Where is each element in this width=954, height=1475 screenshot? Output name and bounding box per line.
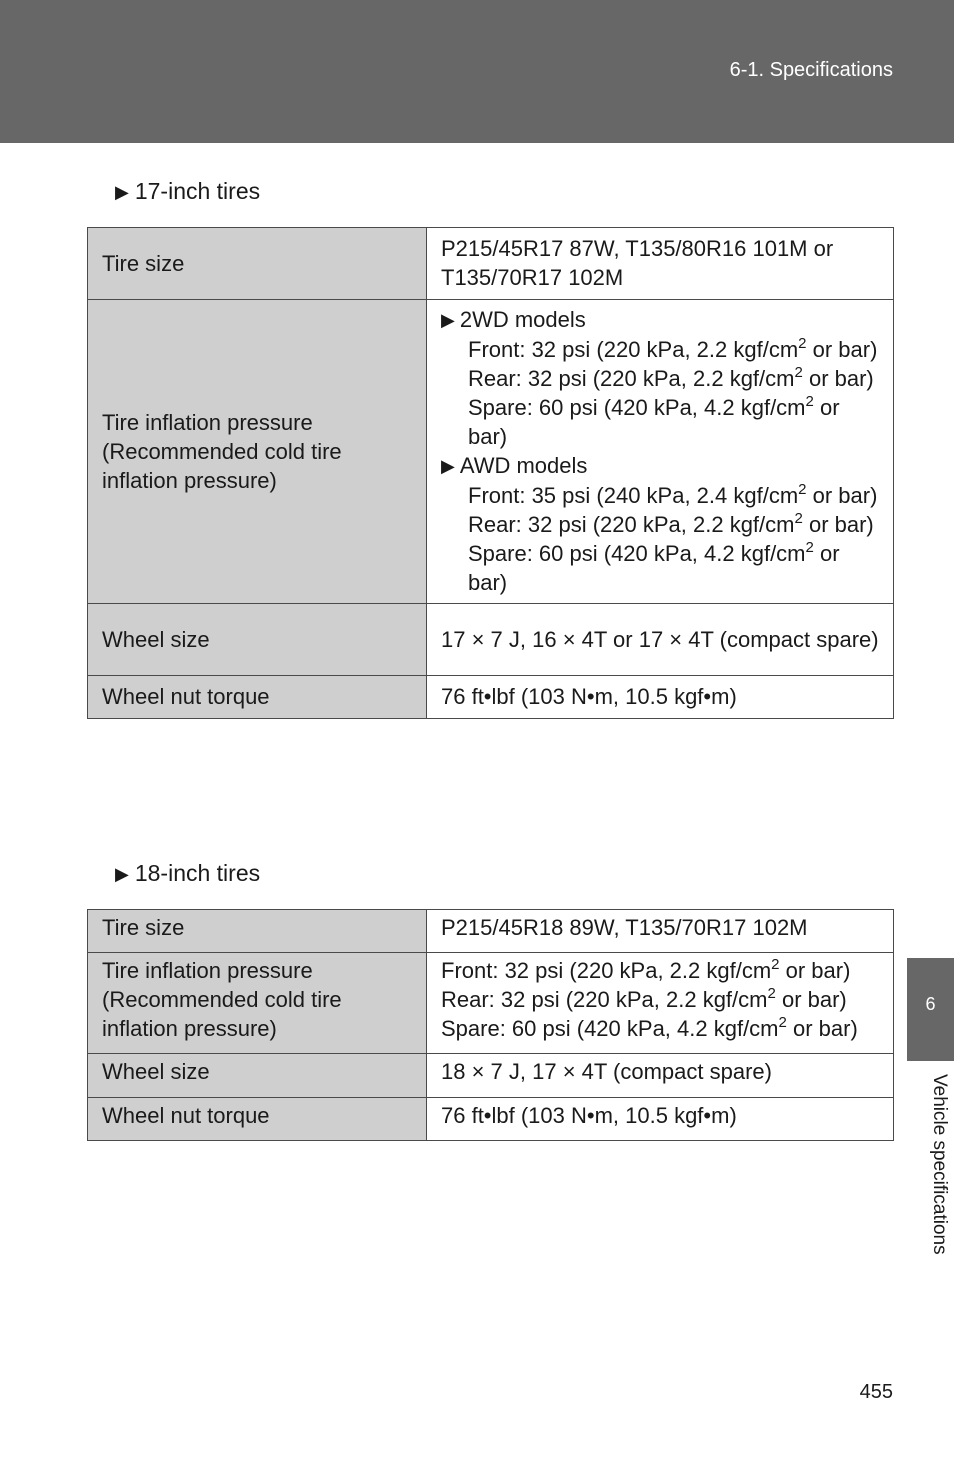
spec-table-18-inch xyxy=(87,909,894,1141)
table-row xyxy=(88,604,894,676)
play-triangle-icon: ▶ xyxy=(115,182,129,202)
table-row xyxy=(88,228,894,300)
spec-table-17-inch xyxy=(87,227,894,719)
pressure-line: Spare: 60 psi (420 kPa, 4.2 kgf/$cm^2$ or bar) xyxy=(441,1014,858,1041)
tire-pressure-label: Tire inflation pressure (Recommended cold tire inflation pressure) xyxy=(88,953,427,1054)
wheel-size-value: 17 × 7 J, 16 × 4T or 17 × 4T (compact spare) xyxy=(427,604,894,676)
wheel-nut-torque-label: Wheel nut torque xyxy=(88,1098,427,1141)
group-heading xyxy=(441,451,883,481)
tire-pressure-label: Tire inflation pressure (Recommended cold tire inflation pressure) xyxy=(88,300,427,604)
wheel-size-value: 18 × 7 J, 17 × 4T (compact spare) xyxy=(427,1054,894,1098)
wheel-nut-torque-label: Wheel nut torque xyxy=(88,676,427,719)
section-title-18-inch xyxy=(115,860,260,887)
tire-size-value: P215/45R18 89W, T135/70R17 102M xyxy=(427,910,894,953)
page-number: 455 xyxy=(859,1381,893,1403)
pressure-line: Spare: 60 psi (420 kPa, 4.2 kgf/$cm^2$ or bar) xyxy=(468,393,840,449)
chapter-label: Vehicle specifications xyxy=(929,1074,950,1255)
chapter-number: 6 xyxy=(925,994,936,1014)
table-row xyxy=(88,1098,894,1141)
header-title: 6-1. Specifications xyxy=(729,59,893,81)
play-triangle-icon: ▶ xyxy=(441,310,455,330)
pressure-line: Spare: 60 psi (420 kPa, 4.2 kgf/$cm^2$ or bar) xyxy=(468,539,840,595)
wheel-size-label: Wheel size xyxy=(88,1054,427,1098)
group-heading xyxy=(441,305,883,335)
play-triangle-icon: ▶ xyxy=(115,864,129,884)
section-title-text: 17-inch tires xyxy=(134,178,261,204)
pressure-line: Rear: 32 psi (220 kPa, 2.2 kgf/$cm^2$ or bar) xyxy=(441,985,847,1012)
tire-pressure-value xyxy=(427,300,894,604)
table-row xyxy=(88,676,894,719)
table-row xyxy=(88,1054,894,1098)
wheel-nut-torque-value: 76 ft•lbf (103 N•m, 10.5 kgf•m) xyxy=(427,1098,894,1141)
group-heading-text: AWD models xyxy=(459,453,588,478)
pressure-line: Front: 32 psi (220 kPa, 2.2 kgf/$cm^2$ or bar) xyxy=(441,956,851,983)
section-title-text: 18-inch tires xyxy=(134,860,261,886)
play-triangle-icon: ▶ xyxy=(441,456,455,476)
pressure-line: Rear: 32 psi (220 kPa, 2.2 kgf/$cm^2$ or bar) xyxy=(468,364,874,391)
pressure-line: Front: 35 psi (240 kPa, 2.4 kgf/$cm^2$ or bar) xyxy=(468,481,878,508)
tire-size-label: Tire size xyxy=(88,228,427,300)
table-row xyxy=(88,910,894,953)
tire-size-value: P215/45R17 87W, T135/80R16 101M or T135/70R17 102M xyxy=(427,228,894,300)
tire-pressure-value xyxy=(427,953,894,1054)
section-title-17-inch xyxy=(115,178,260,205)
table-row xyxy=(88,300,894,604)
chapter-tab xyxy=(907,958,954,1061)
pressure-line: Rear: 32 psi (220 kPa, 2.2 kgf/$cm^2$ or bar) xyxy=(468,510,874,537)
pressure-line: Front: 32 psi (220 kPa, 2.2 kgf/$cm^2$ or bar) xyxy=(468,335,878,362)
table-row xyxy=(88,953,894,1054)
wheel-nut-torque-value: 76 ft•lbf (103 N•m, 10.5 kgf•m) xyxy=(427,676,894,719)
wheel-size-label: Wheel size xyxy=(88,604,427,676)
page-header xyxy=(0,0,954,143)
tire-size-label: Tire size xyxy=(88,910,427,953)
group-heading-text: 2WD models xyxy=(459,307,586,332)
